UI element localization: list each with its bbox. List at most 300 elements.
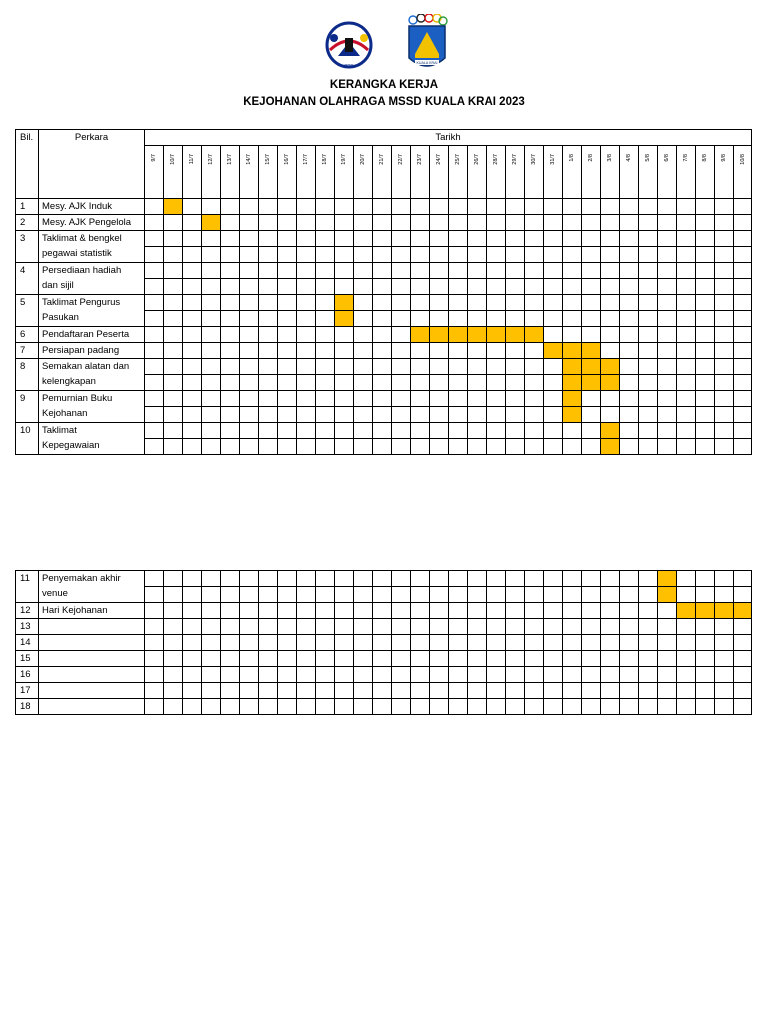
gantt-cell xyxy=(715,651,734,667)
gantt-cell xyxy=(696,327,715,343)
gantt-cell xyxy=(202,343,221,359)
gantt-cell xyxy=(582,327,601,343)
gantt-cell xyxy=(240,391,259,407)
gantt-cell xyxy=(658,311,677,327)
gantt-cell xyxy=(601,683,620,699)
gantt-cell xyxy=(525,263,544,279)
gantt-cell xyxy=(430,247,449,263)
gantt-cell xyxy=(715,311,734,327)
gantt-cell xyxy=(449,667,468,683)
gantt-cell xyxy=(677,683,696,699)
date-label: 17/7 xyxy=(303,154,309,165)
perkara-line: pegawai statistik xyxy=(42,248,112,259)
table-row xyxy=(16,215,752,231)
gantt-cell xyxy=(734,423,752,439)
gantt-cell xyxy=(544,231,563,247)
gantt-cell xyxy=(297,375,316,391)
gantt-cell xyxy=(316,343,335,359)
gantt-cell xyxy=(240,215,259,231)
gantt-cell xyxy=(316,667,335,683)
gantt-cell xyxy=(430,391,449,407)
gantt-cell xyxy=(468,439,487,455)
gantt-cell xyxy=(392,439,411,455)
gantt-cell xyxy=(468,619,487,635)
gantt-cell xyxy=(392,667,411,683)
gantt-cell xyxy=(259,667,278,683)
gantt-cell xyxy=(221,407,240,423)
date-label: 5/8 xyxy=(645,154,651,162)
gantt-cell xyxy=(715,231,734,247)
gantt-cell xyxy=(411,295,430,311)
gantt-cell xyxy=(164,359,183,375)
gantt-cell-filled xyxy=(563,391,582,407)
gantt-cell xyxy=(354,407,373,423)
gantt-cell xyxy=(449,231,468,247)
gantt-cell xyxy=(658,667,677,683)
gantt-cell xyxy=(639,231,658,247)
gantt-cell xyxy=(525,635,544,651)
gantt-cell xyxy=(335,263,354,279)
gantt-cell xyxy=(145,651,164,667)
gantt-cell xyxy=(468,263,487,279)
gantt-cell-filled xyxy=(658,587,677,603)
gantt-cell xyxy=(354,263,373,279)
perkara-line: Taklimat & bengkel xyxy=(42,233,122,244)
perkara-line: Kejohanan xyxy=(42,408,88,419)
gantt-cell xyxy=(563,571,582,587)
gantt-cell xyxy=(145,603,164,619)
gantt-cell xyxy=(468,407,487,423)
gantt-cell xyxy=(544,295,563,311)
gantt-cell xyxy=(240,683,259,699)
bil-cell: 2 xyxy=(16,215,39,231)
gantt-cell xyxy=(544,215,563,231)
gantt-cell xyxy=(392,311,411,327)
gantt-cell xyxy=(658,439,677,455)
date-header-cell xyxy=(259,146,278,199)
gantt-cell xyxy=(620,635,639,651)
gantt-cell xyxy=(734,199,752,215)
gantt-cell xyxy=(373,699,392,715)
gantt-cell xyxy=(696,199,715,215)
gantt-cell xyxy=(696,295,715,311)
gantt-cell xyxy=(563,667,582,683)
gantt-cell xyxy=(183,423,202,439)
gantt-cell xyxy=(563,651,582,667)
gantt-cell xyxy=(677,359,696,375)
gantt-cell xyxy=(145,199,164,215)
gantt-cell xyxy=(354,295,373,311)
date-label: 13/7 xyxy=(227,154,233,165)
gantt-cell xyxy=(430,407,449,423)
date-header-cell xyxy=(715,146,734,199)
gantt-cell xyxy=(658,279,677,295)
gantt-cell xyxy=(525,667,544,683)
perkara-line: Hari Kejohanan xyxy=(42,605,108,616)
date-label: 20/7 xyxy=(360,154,366,165)
bil-cell: 6 xyxy=(16,327,39,343)
perkara-cell xyxy=(39,343,145,359)
gantt-cell xyxy=(297,215,316,231)
gantt-cell xyxy=(202,423,221,439)
gantt-cell-filled xyxy=(563,343,582,359)
table-row xyxy=(16,571,752,587)
gantt-cell xyxy=(563,311,582,327)
date-header-cell xyxy=(677,146,696,199)
gantt-cell xyxy=(354,311,373,327)
gantt-cell xyxy=(373,343,392,359)
gantt-cell xyxy=(335,699,354,715)
date-header-cell xyxy=(411,146,430,199)
gantt-cell xyxy=(658,375,677,391)
gantt-cell xyxy=(164,423,183,439)
gantt-cell xyxy=(240,651,259,667)
gantt-cell xyxy=(202,603,221,619)
gantt-cell xyxy=(259,603,278,619)
gantt-cell xyxy=(354,247,373,263)
gantt-cell xyxy=(525,391,544,407)
date-label: 30/7 xyxy=(531,154,537,165)
gantt-cell xyxy=(221,683,240,699)
gantt-cell xyxy=(601,391,620,407)
gantt-cell xyxy=(734,279,752,295)
gantt-cell xyxy=(392,247,411,263)
gantt-cell xyxy=(620,603,639,619)
gantt-cell xyxy=(259,439,278,455)
gantt-cell xyxy=(468,651,487,667)
gantt-cell xyxy=(354,359,373,375)
gantt-cell xyxy=(582,667,601,683)
gantt-cell xyxy=(240,635,259,651)
gantt-cell xyxy=(468,215,487,231)
gantt-cell xyxy=(696,343,715,359)
table-row xyxy=(16,295,752,311)
table-row xyxy=(16,619,752,635)
gantt-cell xyxy=(563,263,582,279)
gantt-cell xyxy=(715,215,734,231)
date-header-cell xyxy=(658,146,677,199)
gantt-cell xyxy=(373,667,392,683)
gantt-cell xyxy=(582,683,601,699)
gantt-cell xyxy=(506,571,525,587)
date-header-cell xyxy=(240,146,259,199)
gantt-cell xyxy=(430,571,449,587)
gantt-cell-filled xyxy=(430,327,449,343)
gantt-cell xyxy=(658,295,677,311)
gantt-cell xyxy=(582,231,601,247)
header-perkara: Perkara xyxy=(39,130,145,199)
gantt-cell xyxy=(658,231,677,247)
gantt-cell xyxy=(259,327,278,343)
gantt-cell xyxy=(240,327,259,343)
gantt-cell xyxy=(430,683,449,699)
gantt-cell xyxy=(392,571,411,587)
perkara-cell xyxy=(39,603,145,619)
gantt-cell xyxy=(183,215,202,231)
header-tarikh: Tarikh xyxy=(145,130,752,146)
gantt-cell xyxy=(411,311,430,327)
gantt-cell xyxy=(468,247,487,263)
gantt-cell xyxy=(506,423,525,439)
gantt-cell xyxy=(297,295,316,311)
gantt-cell xyxy=(164,343,183,359)
gantt-cell xyxy=(677,667,696,683)
gantt-cell xyxy=(563,587,582,603)
table-row xyxy=(16,667,752,683)
gantt-cell xyxy=(715,391,734,407)
date-header-cell xyxy=(202,146,221,199)
gantt-cell xyxy=(164,279,183,295)
gantt-cell xyxy=(259,199,278,215)
gantt-cell xyxy=(164,215,183,231)
gantt-cell xyxy=(335,571,354,587)
gantt-cell xyxy=(487,619,506,635)
gantt-cell xyxy=(411,587,430,603)
gantt-cell xyxy=(715,375,734,391)
gantt-cell xyxy=(145,667,164,683)
gantt-cell xyxy=(373,587,392,603)
date-header-cell xyxy=(183,146,202,199)
gantt-cell xyxy=(202,571,221,587)
gantt-cell xyxy=(506,375,525,391)
gantt-cell xyxy=(221,343,240,359)
perkara-cell xyxy=(39,263,145,295)
gantt-cell xyxy=(183,651,202,667)
gantt-cell xyxy=(240,247,259,263)
gantt-cell xyxy=(468,343,487,359)
gantt-cell xyxy=(259,619,278,635)
date-header-cell xyxy=(335,146,354,199)
date-header-cell xyxy=(734,146,752,199)
gantt-cell xyxy=(696,651,715,667)
gantt-cell xyxy=(411,199,430,215)
gantt-cell xyxy=(240,571,259,587)
date-header-cell xyxy=(620,146,639,199)
gantt-cell xyxy=(335,327,354,343)
gantt-cell xyxy=(278,199,297,215)
gantt-cell xyxy=(354,619,373,635)
gantt-cell xyxy=(506,231,525,247)
gantt-cell xyxy=(354,391,373,407)
date-label: 3/8 xyxy=(607,154,613,162)
bil-cell: 1 xyxy=(16,199,39,215)
gantt-cell xyxy=(696,587,715,603)
gantt-cell xyxy=(335,651,354,667)
perkara-cell xyxy=(39,683,145,699)
gantt-cell xyxy=(544,375,563,391)
gantt-cell xyxy=(240,619,259,635)
gantt-cell xyxy=(373,375,392,391)
gantt-cell xyxy=(677,263,696,279)
gantt-cell xyxy=(544,571,563,587)
gantt-cell xyxy=(620,651,639,667)
gantt-cell xyxy=(297,279,316,295)
gantt-cell xyxy=(392,375,411,391)
gantt-cell xyxy=(468,295,487,311)
gantt-cell xyxy=(202,407,221,423)
gantt-cell xyxy=(297,247,316,263)
gantt-cell xyxy=(639,635,658,651)
gantt-cell xyxy=(354,587,373,603)
gantt-cell xyxy=(525,375,544,391)
gantt-cell xyxy=(354,279,373,295)
gantt-cell xyxy=(240,587,259,603)
gantt-cell xyxy=(164,587,183,603)
gantt-cell xyxy=(601,667,620,683)
gantt-cell xyxy=(373,423,392,439)
gantt-cell xyxy=(487,683,506,699)
gantt-cell xyxy=(221,375,240,391)
table-row xyxy=(16,263,752,279)
gantt-cell xyxy=(525,423,544,439)
gantt-cell xyxy=(449,295,468,311)
bil-cell: 14 xyxy=(16,635,39,651)
gantt-cell xyxy=(202,635,221,651)
gantt-cell xyxy=(392,423,411,439)
gantt-cell xyxy=(164,635,183,651)
perkara-line: Kepegawaian xyxy=(42,440,100,451)
gantt-cell xyxy=(240,423,259,439)
gantt-cell xyxy=(430,263,449,279)
gantt-cell xyxy=(563,327,582,343)
gantt-cell xyxy=(259,375,278,391)
gantt-cell xyxy=(145,407,164,423)
gantt-cell xyxy=(145,327,164,343)
gantt-cell xyxy=(297,439,316,455)
date-header-cell xyxy=(506,146,525,199)
date-label: 12/7 xyxy=(208,154,214,165)
gantt-cell xyxy=(601,619,620,635)
gantt-cell xyxy=(715,699,734,715)
gantt-cell xyxy=(202,263,221,279)
gantt-cell xyxy=(316,635,335,651)
table-row xyxy=(16,327,752,343)
gantt-cell xyxy=(582,215,601,231)
gantt-cell xyxy=(506,699,525,715)
perkara-cell xyxy=(39,215,145,231)
gantt-cell xyxy=(525,199,544,215)
gantt-cell xyxy=(620,263,639,279)
gantt-cell xyxy=(449,215,468,231)
gantt-cell xyxy=(221,359,240,375)
gantt-cell xyxy=(544,635,563,651)
date-label: 10/8 xyxy=(739,154,746,165)
gantt-cell xyxy=(506,295,525,311)
date-label: 2/8 xyxy=(588,154,594,162)
gantt-cell xyxy=(449,359,468,375)
gantt-cell xyxy=(240,603,259,619)
gantt-cell xyxy=(373,391,392,407)
gantt-cell xyxy=(316,295,335,311)
gantt-cell xyxy=(297,587,316,603)
gantt-cell xyxy=(259,635,278,651)
gantt-cell-filled xyxy=(164,199,183,215)
gantt-cell xyxy=(373,279,392,295)
gantt-cell xyxy=(487,667,506,683)
gantt-cell xyxy=(145,215,164,231)
gantt-cell xyxy=(677,439,696,455)
gantt-cell xyxy=(164,391,183,407)
gantt-cell xyxy=(430,375,449,391)
gantt-cell xyxy=(582,407,601,423)
gantt-cell xyxy=(278,423,297,439)
gantt-cell xyxy=(582,603,601,619)
gantt-cell xyxy=(696,407,715,423)
gantt-cell xyxy=(563,683,582,699)
gantt-cell xyxy=(677,311,696,327)
perkara-cell xyxy=(39,295,145,327)
gantt-cell xyxy=(411,651,430,667)
gantt-cell xyxy=(582,279,601,295)
gantt-cell xyxy=(601,635,620,651)
header-bil: Bil. xyxy=(16,130,39,199)
gantt-cell xyxy=(620,295,639,311)
gantt-cell xyxy=(373,231,392,247)
gantt-cell xyxy=(677,327,696,343)
gantt-cell xyxy=(411,263,430,279)
gantt-cell xyxy=(449,439,468,455)
gantt-cell xyxy=(373,199,392,215)
gantt-cell xyxy=(449,587,468,603)
gantt-cell xyxy=(639,343,658,359)
gantt-cell xyxy=(468,279,487,295)
gantt-cell xyxy=(715,587,734,603)
date-header-cell xyxy=(468,146,487,199)
gantt-cell xyxy=(392,295,411,311)
gantt-cell xyxy=(582,439,601,455)
gantt-cell xyxy=(487,407,506,423)
gantt-cell xyxy=(183,279,202,295)
gantt-cell xyxy=(278,295,297,311)
gantt-cell xyxy=(449,391,468,407)
gantt-cell xyxy=(449,311,468,327)
gantt-cell xyxy=(468,699,487,715)
gantt-cell xyxy=(715,667,734,683)
gantt-cell xyxy=(392,587,411,603)
table-row xyxy=(16,635,752,651)
date-label: 21/7 xyxy=(379,154,385,165)
gantt-cell xyxy=(620,423,639,439)
gantt-cell xyxy=(544,391,563,407)
perkara-line: Penyemakan akhir xyxy=(42,573,121,584)
gantt-cell xyxy=(221,247,240,263)
gantt-cell xyxy=(259,651,278,667)
perkara-line: Persiapan padang xyxy=(42,345,120,356)
gantt-cell xyxy=(373,603,392,619)
gantt-cell xyxy=(221,635,240,651)
gantt-cell xyxy=(639,619,658,635)
gantt-cell xyxy=(373,439,392,455)
table-row xyxy=(16,603,752,619)
perkara-cell xyxy=(39,327,145,343)
gantt-cell xyxy=(259,295,278,311)
bil-cell: 12 xyxy=(16,603,39,619)
gantt-cell xyxy=(563,619,582,635)
gantt-cell xyxy=(259,343,278,359)
gantt-cell xyxy=(278,683,297,699)
gantt-cell xyxy=(696,359,715,375)
gantt-cell xyxy=(297,571,316,587)
gantt-cell xyxy=(202,279,221,295)
gantt-cell xyxy=(430,699,449,715)
bil-cell: 13 xyxy=(16,619,39,635)
gantt-cell xyxy=(278,343,297,359)
gantt-cell xyxy=(658,683,677,699)
bil-cell: 4 xyxy=(16,263,39,295)
gantt-cell xyxy=(677,635,696,651)
gantt-cell xyxy=(335,439,354,455)
gantt-cell xyxy=(335,391,354,407)
